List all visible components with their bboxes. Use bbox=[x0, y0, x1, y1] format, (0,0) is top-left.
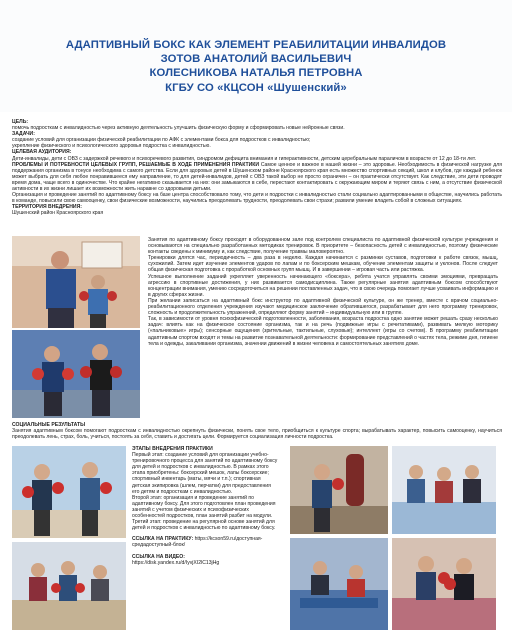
problems-text-2: Организация и проведение занятий по адаптивному боксу на базе центра способствовало тому, что дети и подростки с инвалидностью стали социально адаптированными в обществе, научились работать в команде, повысили свою самооценку, свои физические возможности, научились преодолевать трудности, преодолевать свои страхи; развили умение владеть собой в сложных ситуациях. bbox=[12, 192, 502, 205]
tasks-item-1: создание условий для организации физической реабилитации по АФК с элементами бокса для подростков с инвалидностью; bbox=[12, 137, 311, 144]
stages-text-1: Первый этап: создание условий для организации учебно-тренировочного процесса для занятий по адаптивному боксу для детей и подростков с инвалидностью. В рамках этого этапа приобретены: боксерский мешок, лапы боксерские; спортивный инвентарь (маты, мячи и т.п.); спортивная детская экипировка (шлем, перчатки) для предоставления его детям и подросткам с инвалидностью. bbox=[132, 452, 278, 495]
description-p1: Занятия по адаптивному боксу проходят в оборудованном зале под контролем специалиста по адаптивной физической культуре учреждения и основываются на специально разработанных методиках тренировок. В приоритете – безопасность детей с инвалидностью, поэтому физические контакты сведены к минимуму и, как следствие, получение травмы маловероятно. bbox=[148, 237, 498, 256]
stages-text-3: Третий этап: проведение на регулярной основе занятий для детей и подростков с инвалидностью по адаптивному боксу. bbox=[132, 519, 276, 532]
photo-boys-training bbox=[12, 446, 126, 538]
territory-text: Шушенский район Красноярского края bbox=[12, 210, 104, 217]
social-results-section bbox=[12, 422, 502, 440]
stages-text-2: Второй этап: организация и проведение занятий по адаптивному боксу. Для этого подготовлен план проведения занятий с учетом физических и психофизических особенностей подростков, план занятий разбит на модули. bbox=[132, 494, 276, 520]
description-p3: Успешное выполнение заданий укрепляет уверенность начинающего «боксера», ребята учатся управлять своими эмоциями, превращать агрессию в спортивные достижения, у них развивается самодисциплина. Также регулярные занятия адаптивным боксом способствуют концентрации внимания, умению сосредоточиться на решении поставленных задач, что в свою очередь помогает лучше усваивать информацию и в других сферах жизни. bbox=[148, 273, 498, 298]
photo-mat-exercise bbox=[290, 538, 388, 630]
social-heading: СОЦИАЛЬНЫЕ РЕЗУЛЬТАТЫ bbox=[12, 422, 86, 428]
description-p4: При желании записаться на адаптивный бокс инструктор по адаптивной физической культуре, он же тренер, вместе с врачом социально-реабилитационного отделения учреждения изучают медицинское заключение обратившегося, разрабатывает для него программу тренировок, сложность и продолжительность упражнений, определяют форму занятий – индивидуальную или в группе. bbox=[148, 297, 498, 317]
description-p5: Так, в зависимости от уровня психофизической подготовленности, заболевания, возраста подростка одно занятие может решать сразу несколько задач: влиять как на физическое состояние организма, так и на речь (подвижные игры с речитативами), развивать мелкую моторику («пальчиковые» игры); сенсорные ощущения (зрительные, тактильные, слуховые); интеллект (игры со счетом). В программу реабилитации адаптивным спортом входят и темы на развитие познавательной деятельности: формирование представлений о частях тела, режиме дня, гигиене тела и одежды, закаливании организма, значении движений в жизни человека и самостоятельных занятиях доме. bbox=[148, 316, 498, 347]
title-line-2: ЗОТОВ АНАТОЛИЙ ВАСИЛЬЕВИЧ bbox=[160, 53, 352, 66]
stages-section bbox=[132, 446, 278, 566]
photo-punching-bag bbox=[290, 446, 388, 534]
photo-sparring bbox=[392, 538, 496, 630]
video-link-label: ССЫЛКА НА ВИДЕО: bbox=[132, 553, 185, 560]
description-p2: Тренировки длятся час, периодичность – два раза в неделю. Каждая начинается с разминки суставов, подготовки к работе связок, мышц, сухожилий. Затем идет изучение элементов ударов по лапам и по боксерским мешкам, обучение элементам защиты и уклонов. После следует общая физическая подготовка с проработкой основных групп мышц. И в завершении – игровая часть или растяжка. bbox=[148, 255, 498, 274]
problems-heading: ПРОБЛЕМЫ И ПОТРЕБНОСТИ ЦЕЛЕВЫХ ГРУПП, РЕШАЕМЫЕ В ХОДЕ ПРИМЕНЕНИЯ ПРАКТИКИ bbox=[12, 161, 259, 168]
video-link[interactable]: https://disk.yandex.ru/d/IyvjXI2lC13jHg bbox=[132, 559, 220, 566]
title-line-4: КГБУ СО «КЦСОН «Шушенский» bbox=[165, 81, 347, 94]
territory-heading: ТЕРРИТОРИЯ ВНЕДРЕНИЯ: bbox=[12, 204, 82, 211]
title-line-3: КОЛЕСНИКОВА НАТАЛЬЯ ПЕТРОВНА bbox=[149, 67, 363, 80]
audience-text: Дети-инвалиды, дети с ОВЗ с задержкой речевого и психоречевого развития, синдромом дефицита внимания и гиперактивности, детским церебральным параличом в возрасте от 12 до 18-ти лет. bbox=[12, 155, 477, 162]
goal-heading: ЦЕЛЬ: bbox=[12, 119, 29, 125]
photo-kids-with-gloves bbox=[12, 330, 140, 418]
practice-link[interactable]: https://kcson59.ru/доступная-средадоступный-блок/ bbox=[132, 536, 263, 549]
photo-coach-with-boy bbox=[12, 236, 140, 328]
tasks-item-2: укрепление физического и психологического здоровья подростка с инвалидностью. bbox=[12, 143, 211, 150]
description-section bbox=[148, 237, 498, 347]
stages-heading: ЭТАПЫ ВНЕДРЕНИЯ ПРАКТИКИ bbox=[132, 446, 213, 452]
audience-heading: ЦЕЛЕВАЯ АУДИТОРИЯ: bbox=[12, 149, 72, 156]
poster-title bbox=[30, 38, 482, 95]
intro-section bbox=[12, 119, 502, 217]
problems-text-1: Самое ценное и важное в нашей жизни – это здоровье. Необходимость в физической нагрузке для поддержания организма в тонусе необходима с самого детства. Если для здоровых детей в Шушенском районе Красноярского края есть множество спортивных секций, школ и клубов, где каждый ребенок может выбрать для себя любое понравившееся ему направление, то для детей-инвалидов, детей с ОВЗ такой выбор не просто ограничен – он практически отсутствует. Как следствие, эти дети проводят время дома, чаще всего в одиночестве. Что крайне негативно сказывается на них: они замыкаются в себе, перестают контактировать с окружающим миром и теряют связь с ним, а отсутствие физической активности в их жизни лишает их возможности жить наравне со здоровыми детьми. bbox=[12, 161, 502, 193]
photo-group-exercise bbox=[392, 446, 496, 534]
practice-link-label: ССЫЛКА НА ПРАКТИКУ: bbox=[132, 536, 194, 543]
tasks-heading: ЗАДАЧИ: bbox=[12, 131, 35, 138]
goal-text: помочь подросткам с инвалидностью через активную деятельность улучшить физическую форму и сформировать новые нейронные связи. bbox=[12, 125, 345, 132]
photo-children-gym bbox=[12, 542, 126, 630]
title-line-1: АДАПТИВНЫЙ БОКС КАК ЭЛЕМЕНТ РЕАБИЛИТАЦИИ ИНВАЛИДОВ bbox=[65, 39, 447, 51]
social-text: Занятия адаптивным боксом помогают подросткам с инвалидностью окрепнуть физически, понять свое тело, приобщиться к культуре спорта; вырабатывать характер, повысить самооценку, научиться преодолевать лень, страх, боль, учиться, постоять за себя, ставить и достигать цели. Формируется социализация личности подростка. bbox=[12, 428, 502, 441]
